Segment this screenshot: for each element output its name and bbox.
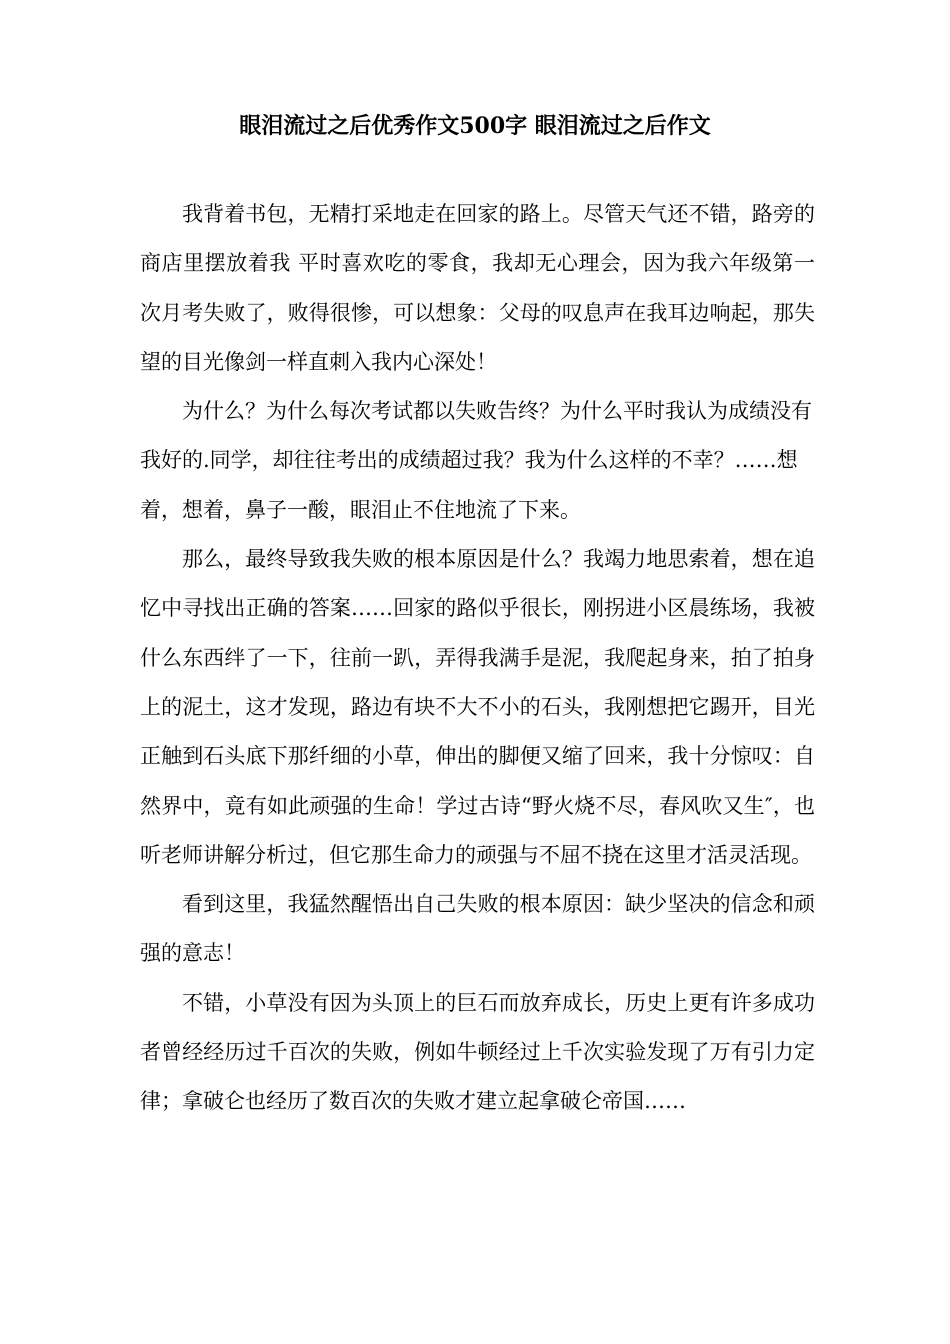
paragraph-1: 我背着书包，无精打采地走在回家的路上。尽管天气还不错，路旁的商店里摆放着我 平时喜欢吃的零食，我却无心理会，因为我六年级第一次月考失败了，败得很惨，可以想象：父母的叹息声在我耳边响起，那失望的目光像剑一样直刺入我内心深处！ (140, 202, 815, 374)
paragraph-5: 不错，小草没有因为头顶上的巨石而放弃成长，历史上更有许多成功者曾经经历过千百次的失败，例如牛顿经过上千次实验发现了万有引力定律；拿破仑也经历了数百次的失败才建立起拿破仑帝国…… (140, 990, 815, 1114)
document-title: 眼泪流过之后优秀作文500字 眼泪流过之后作文 (239, 113, 711, 139)
paragraph-3: 那么，最终导致我失败的根本原因是什么？我竭力地思索着，想在追忆中寻找出正确的答案……回家的路似乎很长，刚拐进小区晨练场，我被什么东西绊了一下，往前一趴，弄得我满手是泥，我爬起身来，拍了拍身上的泥土，这才发现，路边有块不大不小的石头，我刚想把它踢开，目光正触到石头底下那纤细的小草，伸出的脚便又缩了回来，我十分惊叹：自然界中，竟有如此顽强的生命！学过古诗“野火烧不尽，春风吹又生″，也听老师讲解分析过，但它那生命力的顽强与不屈不挠在这里才活灵活现。 (140, 547, 815, 867)
paragraph-2: 为什么？为什么每次考试都以失败告终？为什么平时我认为成绩没有我好的.同学，却往往考出的成绩超过我？我为什么这样的不幸？……想着，想着，鼻子一酸，眼泪止不住地流了下来。 (140, 399, 812, 522)
document-body (140, 190, 815, 1127)
paragraph-4: 看到这里，我猛然醒悟出自己失败的根本原因：缺少坚决的信念和顽强的意志！ (140, 892, 815, 966)
